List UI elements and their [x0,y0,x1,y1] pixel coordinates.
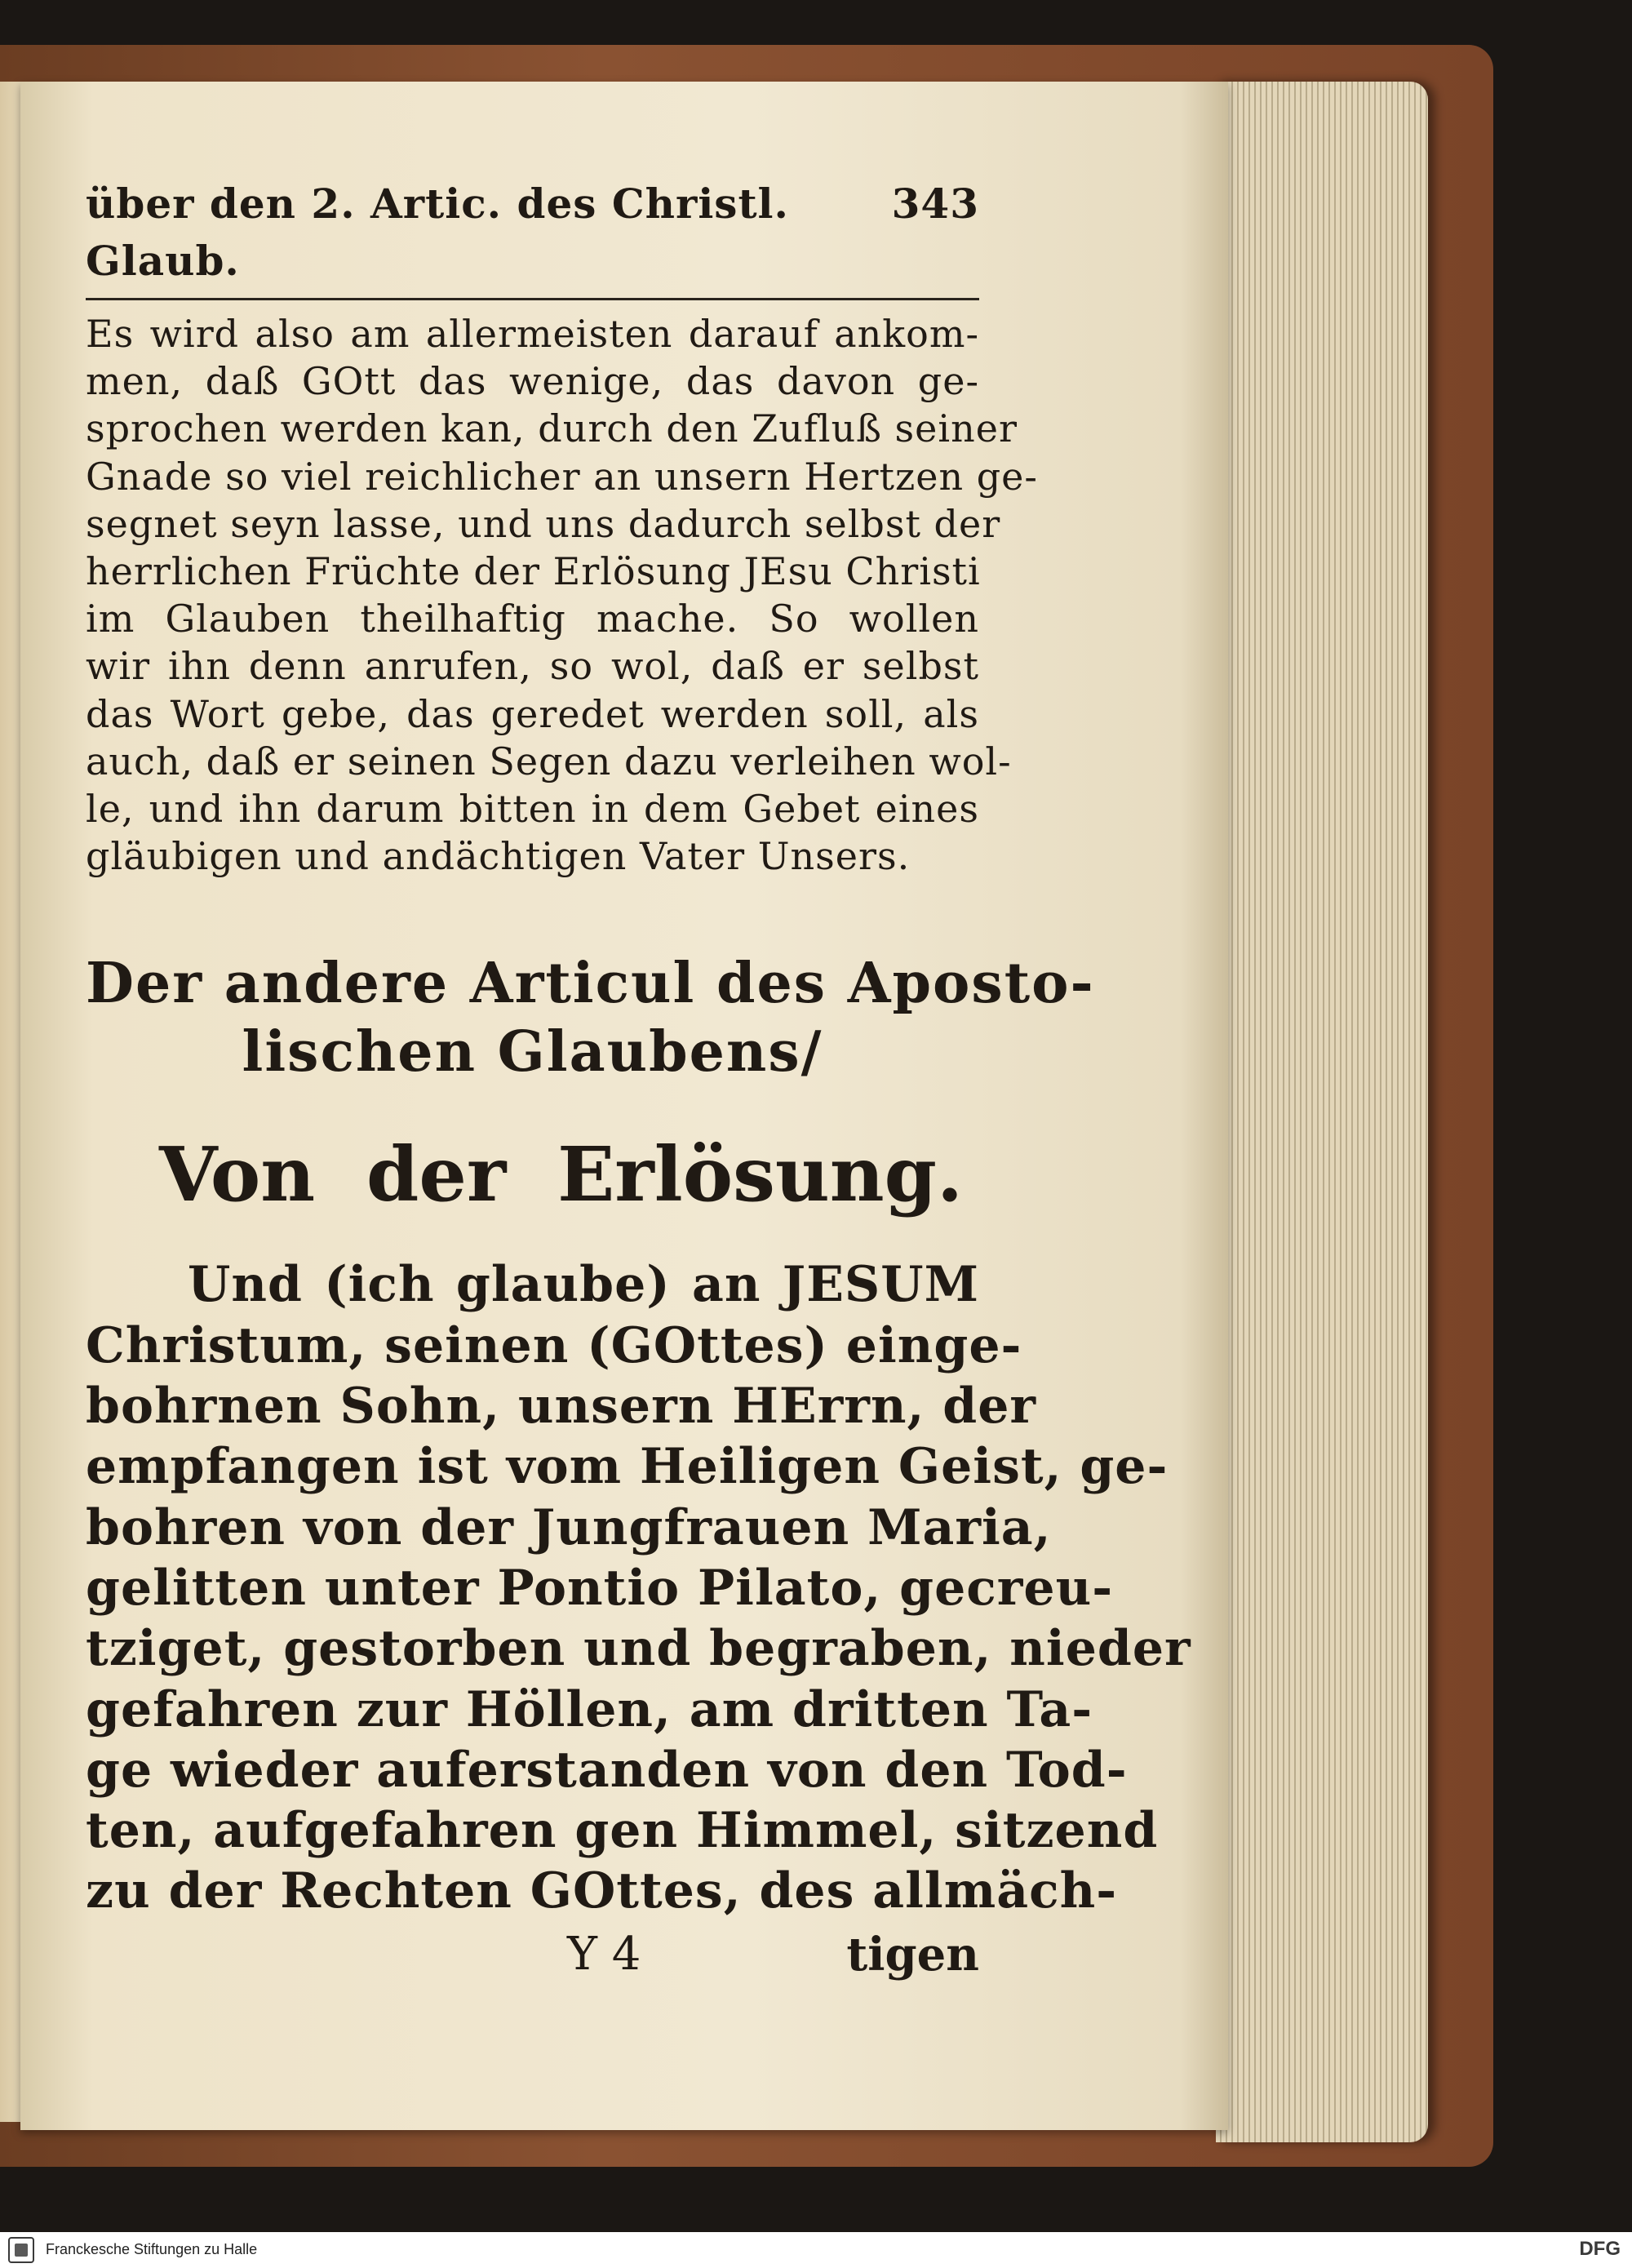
text-line: herrlichen Früchte der Erlösung JEsu Christi [86,549,981,594]
section-heading-line: lischen Glaubens/ [242,1019,823,1085]
book-page [20,82,1228,2130]
creed-line: tziget, gestorben und begraben, nieder [86,1620,1191,1678]
page-number: 343 [891,180,979,228]
running-head-title: über den 2. Artic. des Christl. Glaub. [86,180,789,285]
body-paragraph [86,310,1038,880]
section-heading-line: Der andere Articul des Aposto- [86,951,1095,1017]
catchword: tigen [846,1927,979,1982]
creed-line: bohrnen Sohn, unsern HErrn, der [86,1378,1036,1436]
page-footer [86,1925,979,1984]
head-rule [86,298,979,300]
creed-line: gefahren zur Höllen, am dritten Ta- [86,1680,1093,1738]
chapter-title-word: der [366,1130,507,1219]
text-line: Gnade so viel reichlicher an unsern Hertzen ge- [86,454,1038,499]
section-heading [86,949,1095,1086]
creed-line: Und (ich glaube) an JESUM [188,1256,979,1314]
text-line: le, und ihn darum bitten in dem Gebet eines [86,787,979,832]
text-line: Es wird also am allermeisten darauf ankom- [86,312,979,356]
creed-line: empfangen ist vom Heiligen Geist, ge- [86,1438,1169,1496]
creed-line: ge wieder auferstanden von den Tod- [86,1741,1128,1799]
institution-logo-icon [8,2237,34,2263]
dfg-logo: DFG [1579,2238,1621,2260]
page-text [86,175,1191,1984]
page-edges [1216,82,1428,2142]
text-line: gläubigen und andächtigen Vater Unsers. [86,834,911,879]
viewer-footer-bar [0,2232,1632,2268]
creed-line: ten, aufgefahren gen Himmel, sitzend [86,1802,1159,1860]
text-line: auch, daß er seinen Segen dazu verleihen wol- [86,739,1012,783]
chapter-title-word: Erlösung. [557,1130,963,1219]
creed-line: gelitten unter Pontio Pilato, gecreu- [86,1559,1114,1617]
text-line: men, daß GOtt das wenige, das davon ge- [86,359,979,404]
creed-text [86,1254,1191,1921]
signature-mark: Y 4 [567,1927,641,1981]
text-line: wir ihn denn anrufen, so wol, daß er selbst [86,644,979,689]
running-head [86,175,979,290]
text-line: sprochen werden kan, durch den Zufluß seiner [86,406,1018,451]
chapter-title-word: Von [159,1130,316,1219]
text-line: im Glauben theilhaftig mache. So wollen [86,597,979,641]
creed-line: zu der Rechten GOttes, des allmäch- [86,1862,1118,1920]
text-line: das Wort gebe, das geredet werden soll, als [86,691,979,736]
creed-line: bohren von der Jungfrauen Maria, [86,1498,1052,1556]
chapter-title [86,1125,979,1223]
creed-line: Christum, seinen (GOttes) einge- [86,1316,1022,1374]
institution-name: Franckesche Stiftungen zu Halle [46,2241,258,2257]
text-line: segnet seyn lasse, und uns dadurch selbst der [86,501,1001,546]
